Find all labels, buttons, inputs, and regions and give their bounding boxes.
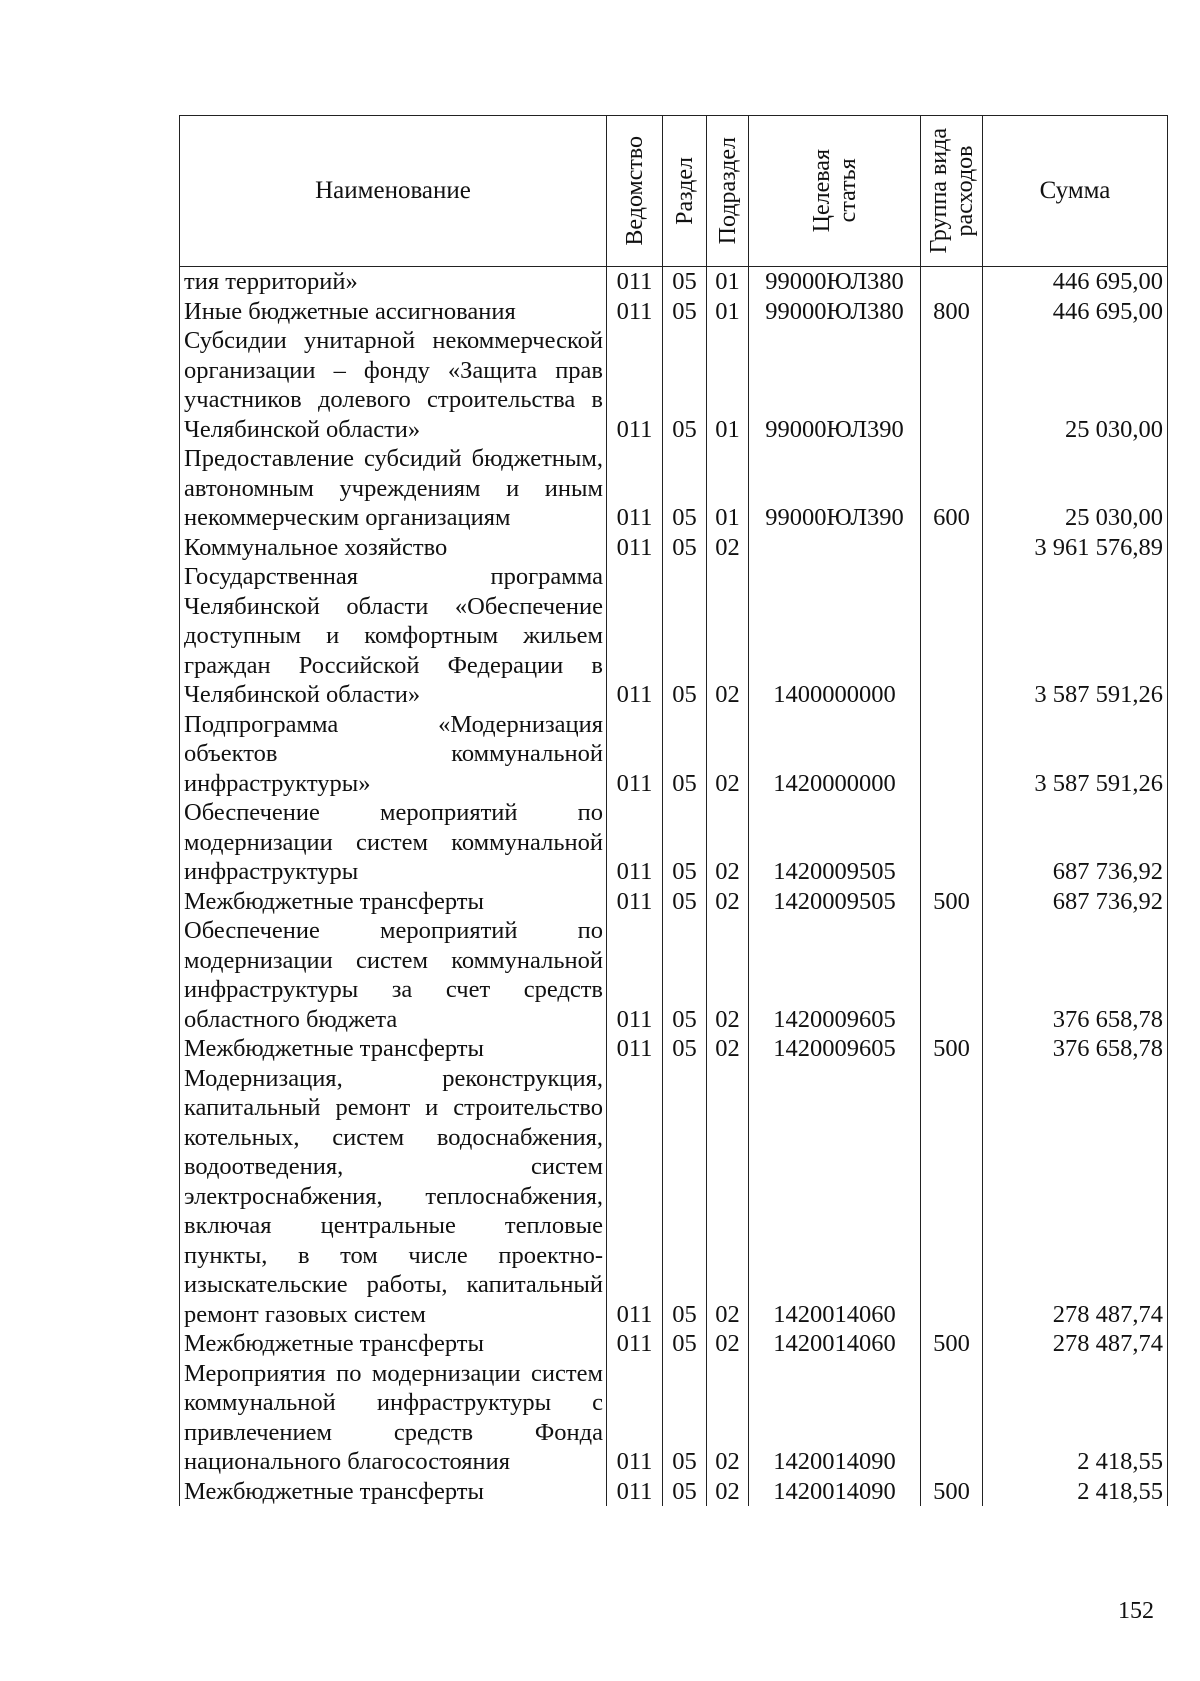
row-summa: 3 961 576,89 bbox=[983, 533, 1168, 563]
table-row bbox=[180, 887, 1168, 917]
row-gruppa bbox=[921, 267, 983, 297]
row-summa: 278 487,74 bbox=[983, 1064, 1168, 1330]
row-razdel: 05 bbox=[663, 1359, 707, 1477]
row-podrazdel: 01 bbox=[707, 297, 749, 327]
row-celevaya: 99000ЮЛ390 bbox=[749, 326, 921, 444]
row-summa: 446 695,00 bbox=[983, 267, 1168, 297]
row-celevaya: 1420009505 bbox=[749, 798, 921, 887]
row-celevaya: 99000ЮЛ390 bbox=[749, 444, 921, 533]
table-header-row bbox=[180, 116, 1168, 267]
row-name: Предоставление субсидий бюджетным, автономным учреждениям и иным некоммерческим организациям bbox=[180, 444, 607, 533]
row-name: Государственная программа Челябинской области «Обеспечение доступным и комфортным жильем граждан Российской Федерации в Челябинской области» bbox=[180, 562, 607, 710]
row-podrazdel: 02 bbox=[707, 887, 749, 917]
table-body bbox=[180, 267, 1168, 1507]
row-celevaya: 99000ЮЛ380 bbox=[749, 297, 921, 327]
row-gruppa: 800 bbox=[921, 297, 983, 327]
header-razdel-cell bbox=[663, 116, 707, 267]
row-name: Межбюджетные трансферты bbox=[180, 887, 607, 917]
row-summa: 3 587 591,26 bbox=[983, 710, 1168, 799]
header-name: Наименование bbox=[180, 116, 607, 267]
row-name: Межбюджетные трансферты bbox=[180, 1034, 607, 1064]
row-gruppa bbox=[921, 710, 983, 799]
row-name: Обеспечение мероприятий по модернизации систем коммунальной инфраструктуры bbox=[180, 798, 607, 887]
row-podrazdel: 02 bbox=[707, 710, 749, 799]
row-gruppa: 500 bbox=[921, 1329, 983, 1359]
header-celevaya: Целевая статья bbox=[808, 149, 861, 233]
row-razdel: 05 bbox=[663, 1477, 707, 1507]
row-podrazdel: 02 bbox=[707, 562, 749, 710]
row-summa: 3 587 591,26 bbox=[983, 562, 1168, 710]
row-summa: 687 736,92 bbox=[983, 887, 1168, 917]
row-vedomstvo: 011 bbox=[607, 1359, 663, 1477]
row-podrazdel: 02 bbox=[707, 798, 749, 887]
row-razdel: 05 bbox=[663, 1064, 707, 1330]
row-vedomstvo: 011 bbox=[607, 562, 663, 710]
row-podrazdel: 02 bbox=[707, 533, 749, 563]
row-celevaya: 1420014060 bbox=[749, 1329, 921, 1359]
row-vedomstvo: 011 bbox=[607, 297, 663, 327]
row-gruppa: 500 bbox=[921, 1034, 983, 1064]
row-gruppa: 500 bbox=[921, 1477, 983, 1507]
header-vedomstvo: Ведомство bbox=[621, 136, 648, 246]
row-razdel: 05 bbox=[663, 798, 707, 887]
row-razdel: 05 bbox=[663, 444, 707, 533]
row-celevaya: 1420009605 bbox=[749, 916, 921, 1034]
row-razdel: 05 bbox=[663, 1329, 707, 1359]
header-vedomstvo-cell bbox=[607, 116, 663, 267]
row-celevaya: 1420014090 bbox=[749, 1477, 921, 1507]
row-vedomstvo: 011 bbox=[607, 1477, 663, 1507]
table-row bbox=[180, 326, 1168, 444]
row-celevaya: 99000ЮЛ380 bbox=[749, 267, 921, 297]
row-podrazdel: 01 bbox=[707, 267, 749, 297]
row-gruppa bbox=[921, 562, 983, 710]
row-gruppa bbox=[921, 1064, 983, 1330]
header-celevaya-cell bbox=[749, 116, 921, 267]
row-podrazdel: 02 bbox=[707, 1034, 749, 1064]
row-podrazdel: 01 bbox=[707, 444, 749, 533]
row-razdel: 05 bbox=[663, 267, 707, 297]
table-row bbox=[180, 1477, 1168, 1507]
row-podrazdel: 02 bbox=[707, 1329, 749, 1359]
row-razdel: 05 bbox=[663, 326, 707, 444]
row-gruppa bbox=[921, 798, 983, 887]
table-row bbox=[180, 1064, 1168, 1330]
table-row bbox=[180, 710, 1168, 799]
table-row bbox=[180, 444, 1168, 533]
row-razdel: 05 bbox=[663, 1034, 707, 1064]
header-podrazdel-cell bbox=[707, 116, 749, 267]
row-celevaya: 1420014060 bbox=[749, 1064, 921, 1330]
row-name: Межбюджетные трансферты bbox=[180, 1329, 607, 1359]
row-name: Подпрограмма «Модернизация объектов коммунальной инфраструктуры» bbox=[180, 710, 607, 799]
row-podrazdel: 01 bbox=[707, 326, 749, 444]
header-razdel: Раздел bbox=[671, 157, 698, 225]
row-vedomstvo: 011 bbox=[607, 533, 663, 563]
row-razdel: 05 bbox=[663, 710, 707, 799]
page-number: 152 bbox=[1118, 1598, 1154, 1624]
row-celevaya: 1420000000 bbox=[749, 710, 921, 799]
row-name: тия территорий» bbox=[180, 267, 607, 297]
row-name: Обеспечение мероприятий по модернизации систем коммунальной инфраструктуры за счет средств областного бюджета bbox=[180, 916, 607, 1034]
row-celevaya: 1420014090 bbox=[749, 1359, 921, 1477]
row-vedomstvo: 011 bbox=[607, 1329, 663, 1359]
row-razdel: 05 bbox=[663, 887, 707, 917]
row-podrazdel: 02 bbox=[707, 1359, 749, 1477]
row-podrazdel: 02 bbox=[707, 916, 749, 1034]
row-celevaya: 1400000000 bbox=[749, 562, 921, 710]
row-gruppa bbox=[921, 326, 983, 444]
row-name: Коммунальное хозяйство bbox=[180, 533, 607, 563]
row-vedomstvo: 011 bbox=[607, 267, 663, 297]
row-name: Межбюджетные трансферты bbox=[180, 1477, 607, 1507]
table-row bbox=[180, 1359, 1168, 1477]
table-row bbox=[180, 1034, 1168, 1064]
row-name: Мероприятия по модернизации систем коммунальной инфраструктуры с привлечением средств Фонда национального благосостояния bbox=[180, 1359, 607, 1477]
row-vedomstvo: 011 bbox=[607, 916, 663, 1034]
table-row bbox=[180, 297, 1168, 327]
row-razdel: 05 bbox=[663, 916, 707, 1034]
row-vedomstvo: 011 bbox=[607, 326, 663, 444]
row-vedomstvo: 011 bbox=[607, 1034, 663, 1064]
row-summa: 2 418,55 bbox=[983, 1359, 1168, 1477]
row-celevaya: 1420009605 bbox=[749, 1034, 921, 1064]
row-vedomstvo: 011 bbox=[607, 710, 663, 799]
row-name: Субсидии унитарной некоммерческой организации – фонду «Защита прав участников долевого строительства в Челябинской области» bbox=[180, 326, 607, 444]
table-row bbox=[180, 562, 1168, 710]
header-summa: Сумма bbox=[983, 116, 1168, 267]
row-name: Модернизация, реконструкция, капитальный ремонт и строительство котельных, систем водоснабжения, водоотведения, систем электроснабжения, теплоснабжения, включая центральные тепловые пункты, в том числе проектно-изыскательские работы, капитальный ремонт газовых систем bbox=[180, 1064, 607, 1330]
row-summa: 25 030,00 bbox=[983, 326, 1168, 444]
row-vedomstvo: 011 bbox=[607, 798, 663, 887]
row-razdel: 05 bbox=[663, 562, 707, 710]
row-gruppa bbox=[921, 916, 983, 1034]
row-gruppa: 600 bbox=[921, 444, 983, 533]
row-gruppa: 500 bbox=[921, 887, 983, 917]
row-vedomstvo: 011 bbox=[607, 887, 663, 917]
row-razdel: 05 bbox=[663, 297, 707, 327]
row-celevaya: 1420009505 bbox=[749, 887, 921, 917]
row-summa: 376 658,78 bbox=[983, 1034, 1168, 1064]
budget-table bbox=[179, 115, 1168, 1506]
row-summa: 25 030,00 bbox=[983, 444, 1168, 533]
header-podrazdel: Подраздел bbox=[714, 137, 741, 245]
row-celevaya bbox=[749, 533, 921, 563]
row-gruppa bbox=[921, 533, 983, 563]
table-row bbox=[180, 798, 1168, 887]
row-vedomstvo: 011 bbox=[607, 1064, 663, 1330]
table-row bbox=[180, 916, 1168, 1034]
row-vedomstvo: 011 bbox=[607, 444, 663, 533]
header-gruppa-cell bbox=[921, 116, 983, 267]
row-summa: 278 487,74 bbox=[983, 1329, 1168, 1359]
row-summa: 2 418,55 bbox=[983, 1477, 1168, 1507]
row-podrazdel: 02 bbox=[707, 1064, 749, 1330]
row-summa: 376 658,78 bbox=[983, 916, 1168, 1034]
row-summa: 446 695,00 bbox=[983, 297, 1168, 327]
row-summa: 687 736,92 bbox=[983, 798, 1168, 887]
row-podrazdel: 02 bbox=[707, 1477, 749, 1507]
header-gruppa: Группа вида расходов bbox=[925, 128, 978, 254]
table-row bbox=[180, 1329, 1168, 1359]
table-row bbox=[180, 533, 1168, 563]
row-gruppa bbox=[921, 1359, 983, 1477]
table-row bbox=[180, 267, 1168, 297]
row-name: Иные бюджетные ассигнования bbox=[180, 297, 607, 327]
row-razdel: 05 bbox=[663, 533, 707, 563]
